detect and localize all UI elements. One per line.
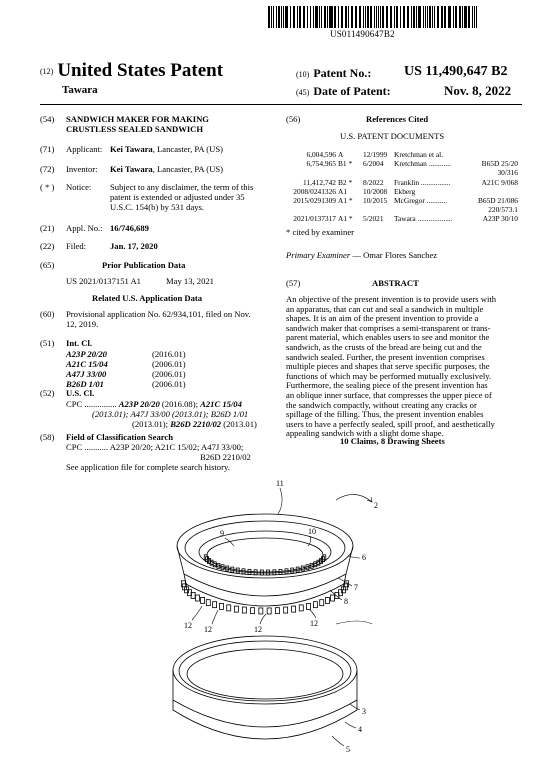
barcode-bar — [303, 6, 305, 28]
reference-date: 6/2004 — [363, 159, 384, 169]
label-12: 12 — [310, 619, 318, 628]
barcode-bar — [268, 6, 270, 28]
reference-kind: A1 * — [338, 214, 353, 224]
barcode-bar — [376, 6, 378, 28]
abstract-line: An objective of the present invention is to provide users with — [286, 294, 497, 304]
blade-tooth — [273, 570, 276, 575]
barcode-bar — [345, 6, 347, 28]
field-search-note: See application file for complete search history. — [66, 462, 230, 472]
label-3: 3 — [362, 707, 366, 716]
reference-date: 8/2022 — [363, 177, 384, 187]
patent-number: US 11,490,647 B2 — [404, 64, 508, 79]
applicant-location: , Lancaster, PA (US) — [152, 144, 223, 154]
blade-tooth — [267, 570, 270, 575]
abstract-line: sandwich sealed. Further, the present invention comprises — [286, 351, 485, 362]
barcode-bar — [382, 6, 384, 28]
patent-number-line — [296, 64, 508, 81]
barcode-bar — [374, 6, 375, 28]
barcode-bar — [468, 6, 470, 28]
cpc-class: B26D 2210/02 — [170, 419, 222, 429]
field-code: (72) — [40, 164, 55, 174]
invention-title-line1: SANDWICH MAKER FOR MAKING — [66, 114, 209, 124]
reference-cls: A23P 30/10 — [482, 214, 518, 224]
references-title: References Cited — [366, 114, 429, 124]
barcode-bar — [299, 6, 301, 28]
barcode-bar — [273, 6, 274, 28]
field-code: (21) — [40, 223, 55, 233]
barcode-bar — [396, 6, 398, 28]
int-cl-label: Int. Cl. — [66, 338, 93, 348]
reference-name: McGregor ........... — [394, 196, 447, 205]
barcode-bar — [425, 6, 426, 28]
label-11: 11 — [276, 479, 284, 488]
barcode-bar — [459, 6, 461, 28]
abstract-line: an oblique inner surface, that compresses the upper piece of — [286, 390, 492, 400]
examiner-name: — Omar Flores Sanchez — [352, 250, 438, 260]
barcode-bar — [367, 6, 369, 28]
barcode-bar — [297, 6, 298, 28]
base-tooth — [213, 602, 217, 608]
abstract-line: spillage of the filling. Thus, the present invention enables — [286, 409, 484, 420]
barcode-bar — [432, 6, 433, 28]
barcode — [268, 6, 478, 28]
cited-by-examiner: * cited by examiner — [286, 227, 355, 237]
reference-name: Kretchman ............ — [394, 159, 451, 169]
invention-title-line2: CRUSTLESS SEALED SANDWICH — [66, 124, 204, 134]
barcode-bar — [455, 6, 457, 28]
base-tooth — [201, 597, 205, 603]
abstract-line: sandwich maker that comprises a semi-transparent or trans- — [286, 322, 491, 333]
barcode-bar — [271, 6, 273, 28]
int-cl-class: A21C 15/04 — [66, 359, 108, 369]
barcode-bar — [444, 6, 446, 28]
abstract-line: sandwich, as the crusts of the bread are being cut and the — [286, 342, 482, 352]
barcode-bar — [370, 6, 372, 28]
barcode-bar — [290, 6, 292, 28]
notice-text: Subject to any disclaimer, the term of this — [110, 182, 254, 192]
applicant-label: Applicant: — [66, 144, 103, 154]
appl-no-label: Appl. No.: — [66, 223, 103, 233]
base-tooth — [275, 608, 279, 614]
base-tooth — [227, 605, 231, 611]
barcode-bar — [476, 6, 477, 28]
barcode-bar — [329, 6, 330, 28]
base-tooth — [259, 608, 263, 614]
base-tooth — [307, 603, 311, 609]
barcode-bar — [351, 6, 353, 28]
barcode-bar — [386, 6, 388, 28]
cpc-version: (2016.08); — [161, 399, 198, 409]
patent-type-title — [40, 60, 223, 82]
abstract-line: parent material, which enables users to see and monitor the — [286, 332, 490, 343]
barcode-bar — [338, 6, 339, 28]
barcode-bar — [363, 6, 364, 28]
patent-no-code: (10) — [296, 70, 310, 79]
cpc-prefix: CPC ............... — [66, 399, 117, 409]
lower-piece-drawing — [173, 636, 357, 739]
abstract-line: multiple pieces and shapes that serve specific purposes, the — [286, 361, 490, 372]
abstract-line: the sandwich compactly, without creating any cracks or — [286, 399, 477, 410]
base-tooth — [251, 608, 255, 614]
label-12: 12 — [204, 625, 212, 634]
barcode-bar — [390, 6, 392, 28]
base-tooth — [234, 606, 238, 612]
provisional-application: 12, 2019. — [66, 319, 99, 329]
barcode-bar — [310, 6, 312, 28]
base-tooth — [267, 608, 271, 614]
field-code: (51) — [40, 338, 55, 348]
label-9: 9 — [220, 529, 224, 538]
inventor-location: , Lancaster, PA (US) — [152, 164, 223, 174]
int-cl-class: B26D 1/01 — [66, 379, 104, 389]
abstract-line: shapes. It is an aim of the present invention to provide a — [286, 313, 479, 324]
abstract-line: users to have a perfectly sealed, spill proof, and aesthetically — [286, 418, 495, 429]
barcode-bar — [434, 6, 435, 28]
barcode-bar — [334, 6, 336, 28]
label-6: 6 — [362, 553, 366, 562]
abstract-line: appealing sandwich with a slight dome shape. — [286, 428, 444, 439]
barcode-bar — [411, 6, 412, 28]
barcode-bar — [464, 6, 466, 28]
notice-text: U.S.C. 154(b) by 531 days. — [110, 202, 205, 212]
reference-date: 10/2015 — [363, 196, 388, 205]
patent-date: Nov. 8, 2022 — [444, 83, 512, 98]
barcode-bar — [394, 6, 395, 28]
barcode-bar — [378, 6, 379, 28]
label-8: 8 — [344, 597, 348, 606]
filed-label: Filed: — [66, 241, 87, 251]
abstract-line: Furthermore, the sealing piece of the present invention has — [286, 380, 488, 391]
reference-kind: A — [338, 150, 344, 159]
reference-cls: 220/573.1 — [488, 205, 518, 215]
field-search-cpc: B26D 2210/02 — [200, 452, 251, 462]
label-7: 7 — [354, 583, 358, 592]
reference-kind: B1 * — [338, 159, 353, 169]
reference-num: 6,004,596 — [306, 150, 336, 159]
reference-cls: 30/316 — [497, 168, 518, 178]
applicant-value — [110, 144, 223, 155]
int-cl-version: (2006.01) — [152, 359, 186, 369]
barcode-bar — [355, 6, 357, 28]
label-10: 10 — [308, 527, 316, 536]
barcode-bar — [429, 6, 431, 28]
barcode-bar — [474, 6, 475, 28]
upper-piece-drawing — [177, 514, 353, 614]
field-code: ( * ) — [40, 182, 55, 192]
label-12: 12 — [254, 625, 262, 634]
prior-publication-number: US 2021/0137151 A1 — [66, 276, 141, 286]
reference-num: 2008/0241326 — [293, 186, 336, 196]
reference-cls: A21C 9/068 — [481, 177, 518, 187]
field-code: (58) — [40, 432, 55, 442]
cpc-line2: (2013.01); A47J 33/00 (2013.01); B26D 1/01 — [92, 409, 249, 419]
primary-examiner — [286, 250, 437, 261]
inventor-surname: Tawara — [62, 84, 98, 96]
barcode-bar — [437, 6, 439, 28]
base-tooth — [320, 600, 324, 606]
label-12: 12 — [184, 621, 192, 630]
reference-name: Ekberg — [394, 186, 416, 196]
barcode-bar — [283, 6, 284, 28]
barcode-bar — [448, 6, 450, 28]
barcode-bar — [403, 6, 405, 28]
barcode-bar — [400, 6, 401, 28]
reference-num: 11,412,742 — [303, 177, 336, 187]
barcode-bar — [341, 6, 343, 28]
header-rule — [40, 104, 522, 105]
barcode-bar — [359, 6, 361, 28]
barcode-bar — [285, 6, 287, 28]
field-search-label: Field of Classification Search — [66, 432, 174, 442]
barcode-bar — [281, 6, 283, 28]
date-of-patent-line — [296, 83, 512, 99]
field-search-cpc: CPC ........... A23P 20/20; A21C 15/02; A47J 33/00; — [66, 442, 244, 452]
kind-code: (12) — [40, 67, 54, 77]
barcode-bar — [453, 6, 454, 28]
teeth-outer — [181, 581, 348, 614]
applicant-name: Kei Tawara — [110, 144, 153, 154]
int-cl-class: A47J 33/00 — [66, 369, 107, 379]
patent-drawing — [150, 478, 410, 774]
int-cl-version: (2006.01) — [152, 379, 186, 389]
prior-publication-title: Prior Publication Data — [102, 260, 186, 270]
reference-num: 2021/0137317 — [293, 214, 336, 224]
base-tooth — [219, 603, 223, 609]
int-cl-version: (2006.01) — [152, 369, 186, 379]
barcode-bar — [441, 6, 443, 28]
barcode-bar — [416, 6, 418, 28]
base-tooth — [299, 605, 303, 611]
examiner-label: Primary Examiner — [286, 250, 351, 260]
related-data-title: Related U.S. Application Data — [92, 293, 203, 303]
abstract-line: an apparatus, that can cut and seal a sandwich in multiple — [286, 303, 484, 314]
barcode-bar — [327, 6, 328, 28]
barcode-bar — [313, 6, 314, 28]
reference-name: Tawara ................... — [394, 214, 453, 224]
reference-name: Kretchman et al. — [394, 150, 444, 159]
base-tooth — [195, 595, 199, 601]
date-label: Date of Patent: — [313, 84, 391, 98]
barcode-bar — [278, 6, 280, 28]
cpc-line3 — [132, 419, 257, 430]
reference-kind: A1 — [338, 186, 348, 196]
publication-number: US011490647B2 — [330, 29, 395, 39]
base-tooth — [284, 607, 288, 613]
base-tooth — [313, 602, 317, 608]
reference-date: 5/2021 — [363, 214, 384, 224]
notice-label: Notice: — [66, 182, 92, 192]
date-code: (45) — [296, 88, 310, 97]
barcode-bar — [407, 6, 409, 28]
field-code: (57) — [286, 278, 301, 288]
us-patent-documents-heading: U.S. PATENT DOCUMENTS — [340, 131, 445, 141]
claims-summary: 10 Claims, 8 Drawing Sheets — [340, 436, 445, 446]
notice-text: patent is extended or adjusted under 35 — [110, 192, 245, 202]
reference-kind: B2 * — [338, 177, 353, 187]
barcode-bar — [418, 6, 420, 28]
barcode-bar — [472, 6, 474, 28]
field-code: (54) — [40, 114, 55, 124]
base-tooth — [331, 595, 335, 601]
base-tooth — [242, 607, 246, 613]
reference-date: 10/2008 — [363, 186, 388, 196]
barcode-bar — [413, 6, 415, 28]
barcode-bar — [276, 6, 277, 28]
prior-publication-date: May 13, 2021 — [166, 276, 214, 286]
filed-date: Jan. 17, 2020 — [110, 241, 158, 251]
blade-tooth — [254, 570, 257, 575]
provisional-application: Provisional application No. 62/934,101, filed on Nov. — [66, 309, 251, 319]
field-code: (60) — [40, 309, 55, 319]
base-tooth — [292, 606, 296, 612]
cpc-class: A23P 20/20 — [118, 399, 160, 409]
barcode-bar — [348, 6, 349, 28]
base-tooth — [325, 597, 329, 603]
label-4: 4 — [358, 725, 362, 734]
appl-no: 16/746,689 — [110, 223, 149, 233]
reference-name: Franklin ................ — [394, 177, 451, 187]
field-code: (52) — [40, 388, 55, 398]
reference-cls: B65D 25/20 — [481, 159, 518, 169]
reference-num: 2015/0291309 — [293, 196, 336, 205]
cpc-class: A21C 15/04 — [200, 399, 242, 409]
barcode-bar — [427, 6, 428, 28]
blade-tooth — [260, 570, 263, 575]
barcode-bar — [307, 6, 308, 28]
barcode-bar — [319, 6, 320, 28]
field-code: (65) — [40, 260, 55, 270]
abstract-line: functions of which may be performed mutually exclusively. — [286, 370, 492, 381]
barcode-bar — [293, 6, 295, 28]
barcode-bar — [462, 6, 464, 28]
int-cl-class: A23P 20/20 — [66, 349, 107, 359]
barcode-bar — [423, 6, 425, 28]
reference-cls: B65D 21/086 — [477, 196, 518, 205]
barcode-bar — [324, 6, 326, 28]
inventor-value — [110, 164, 223, 175]
barcode-bar — [330, 6, 332, 28]
reference-num: 6,754,965 — [306, 159, 336, 169]
inventor-label: Inventor: — [66, 164, 98, 174]
inventor-name: Kei Tawara — [110, 164, 153, 174]
field-code: (22) — [40, 241, 55, 251]
us-cl-label: U.S. Cl. — [66, 388, 95, 398]
barcode-bar — [315, 6, 317, 28]
patent-no-label: Patent No.: — [313, 66, 372, 80]
label-5: 5 — [346, 745, 350, 754]
field-code: (56) — [286, 114, 301, 124]
patent-title-heading: United States Patent — [57, 60, 224, 81]
barcode-bar — [365, 6, 366, 28]
cpc-version: (2013.01) — [223, 419, 257, 429]
field-code: (71) — [40, 144, 55, 154]
int-cl-version: (2016.01) — [152, 349, 186, 359]
leader-lines — [192, 488, 372, 746]
reference-kind: A1 * — [338, 196, 353, 205]
label-2: 2 — [374, 501, 378, 510]
base-tooth — [206, 600, 210, 606]
barcode-bar — [380, 6, 381, 28]
cpc-version: (2013.01); — [132, 419, 169, 429]
abstract-title: ABSTRACT — [372, 278, 419, 288]
reference-date: 12/1999 — [363, 150, 388, 159]
barcode-bar — [321, 6, 323, 28]
